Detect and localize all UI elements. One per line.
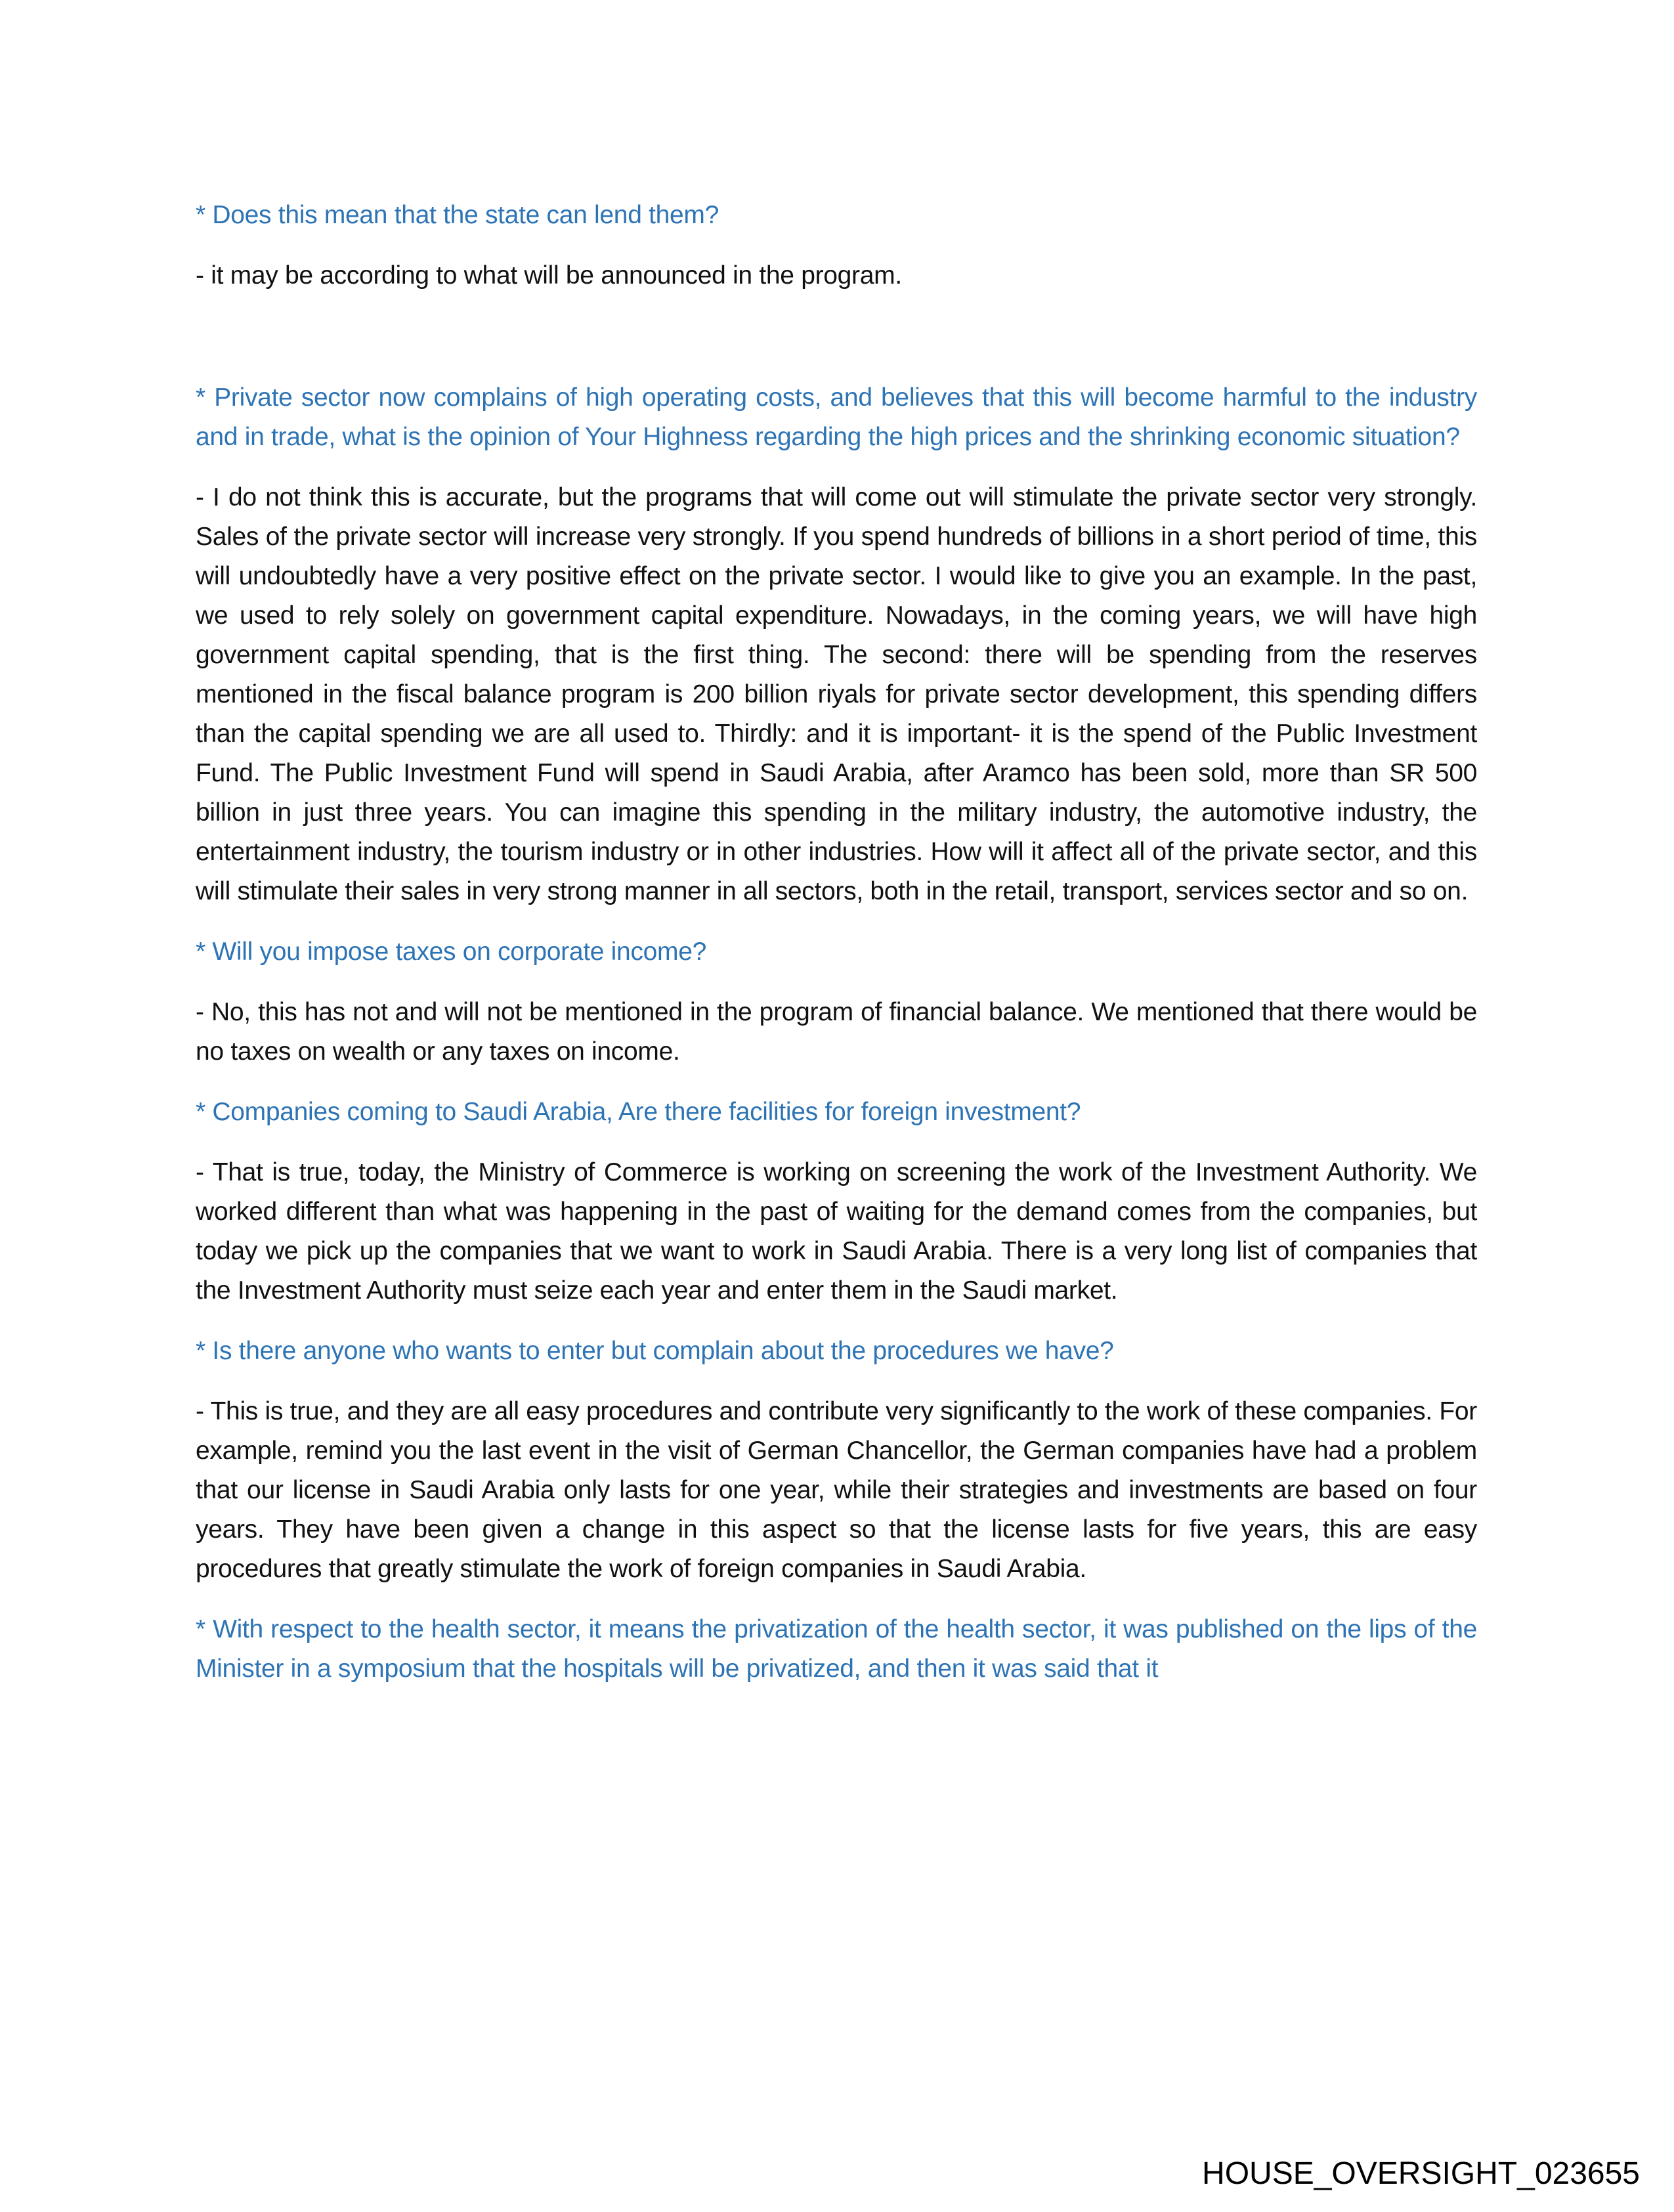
question-health-sector: * With respect to the health sector, it means the privatization of the health sector, it was published on the lips of the Minister in a symposium that the hospitals will be privatized, and then it was said that it [196, 1615, 1477, 1683]
question-private-sector-costs: * Private sector now complains of high operating costs, and believes that this will become harmful to the industry and in trade, what is the opinion of Your Highness regarding the high prices and the shrinking economic situation? [196, 383, 1477, 451]
document-page [196, 196, 1477, 1689]
question-corporate-tax: * Will you impose taxes on corporate income? [196, 938, 706, 966]
answer-corporate-tax: - No, this has not and will not be mentioned in the program of financial balance. We mentioned that there would be no taxes on wealth or any taxes on income. [196, 998, 1477, 1066]
question-lend: * Does this mean that the state can lend them? [196, 201, 719, 229]
answer-lend: - it may be according to what will be announced in the program. [196, 261, 902, 290]
answer-foreign-investment: - That is true, today, the Ministry of Commerce is working on screening the work of the Investment Authority. We worked different than what was happening in the past of waiting for the demand comes from the companies, but today we pick up the companies that we want to work in Saudi Arabia. There is a very long list of companies that the Investment Authority must seize each year and enter them in the Saudi market. [196, 1158, 1477, 1305]
bates-number: HOUSE_OVERSIGHT_023655 [1202, 2156, 1640, 2191]
question-foreign-investment: * Companies coming to Saudi Arabia, Are there facilities for foreign investment? [196, 1098, 1081, 1126]
answer-procedures: - This is true, and they are all easy procedures and contribute very significantly to the work of these companies. For example, remind you the last event in the visit of German Chancellor, the German companies have had a problem that our license in Saudi Arabia only lasts for one year, while their strategies and investments are based on four years. They have been given a change in this aspect so that the license lasts for five years, this are easy procedures that greatly stimulate the work of foreign companies in Saudi Arabia. [196, 1397, 1477, 1583]
answer-private-sector-costs: - I do not think this is accurate, but the programs that will come out will stimulate the private sector very strongly. Sales of the private sector will increase very strongly. If you spend hundreds of billions in a short period of time, this will undoubtedly have a very positive effect on the private sector. I would like to give you an example. In the past, we used to rely solely on government capital expenditure. Nowadays, in the coming years, we will have high government capital spending, that is the first thing. The second: there will be spending from the reserves mentioned in the fiscal balance program is 200 billion riyals for private sector development, this spending differs than the capital spending we are all used to. Thirdly: and it is important- it is the spend of the Public Investment Fund. The Public Investment Fund will spend in Saudi Arabia, after Aramco has been sold, more than SR 500 billion in just three years. You can imagine this spending in the military industry, the automotive industry, the entertainment industry, the tourism industry or in other industries. How will it affect all of the private sector, and this will stimulate their sales in very strong manner in all sectors, both in the retail, transport, services sector and so on. [196, 483, 1477, 905]
question-procedures: * Is there anyone who wants to enter but complain about the procedures we have? [196, 1337, 1114, 1365]
